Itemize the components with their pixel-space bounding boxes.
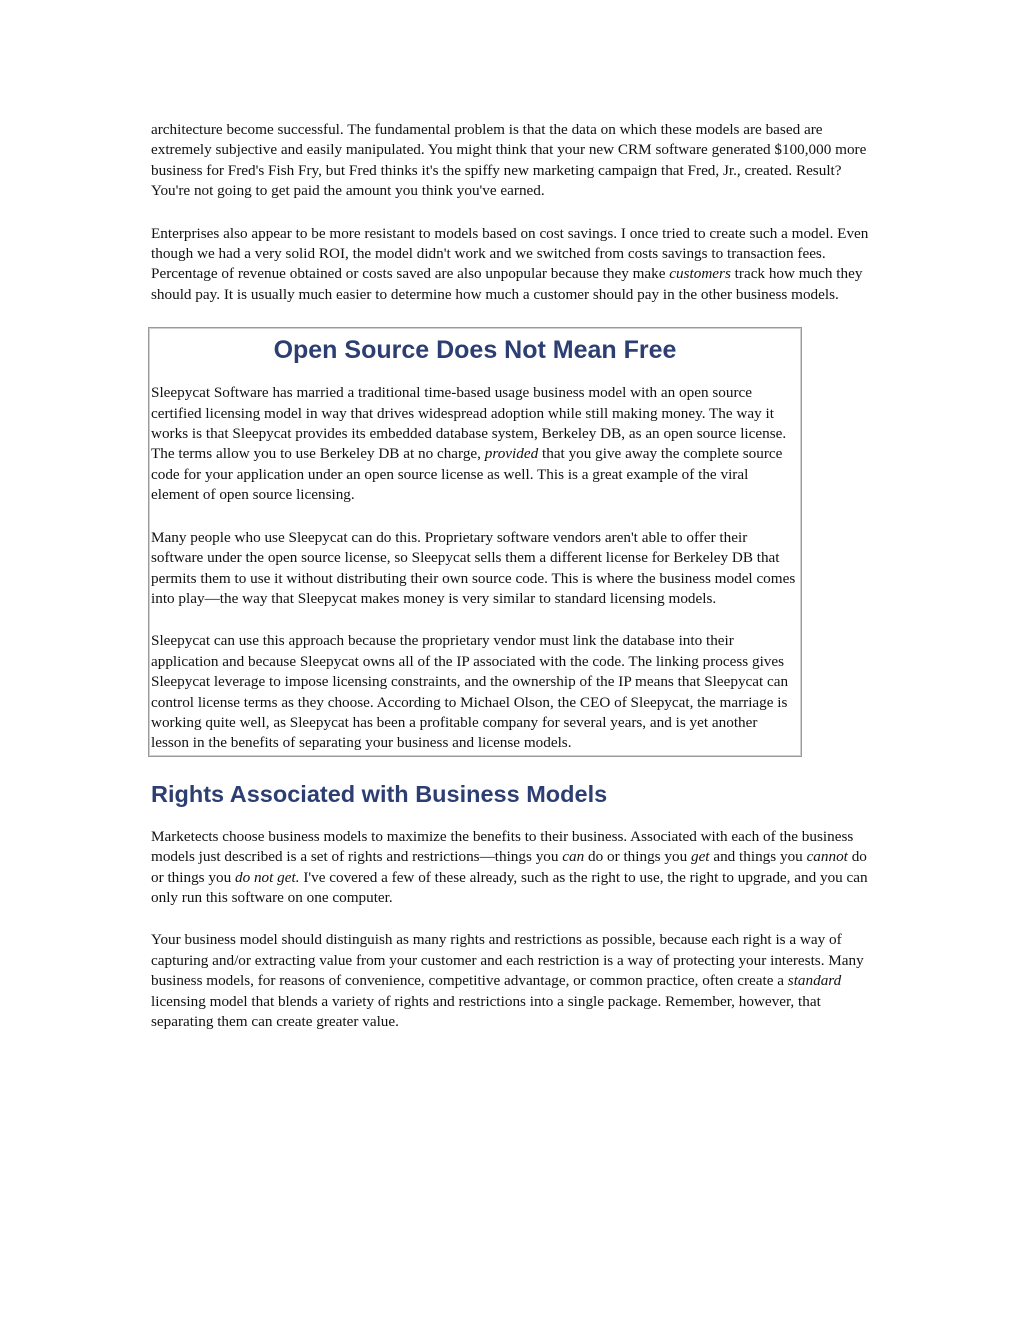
sidebar-paragraph-3: Sleepycat can use this approach because the proprietary vendor must link the database into their application and because Sleepycat owns all of the IP associated with the code. The linking process gives Sleepycat leverage to impose licensing constraints, and the ownership of the IP means that Sleepycat can control license terms as they choose. According to Michael Olson, the CEO of Sleepycat, the marriage is working quite well, as Sleepycat has been a profitable company for several years, and is yet another lesson in the benefits of separating your business and license models.: [151, 632, 789, 752]
section-paragraph-1-text-a: Marketects choose business models to maximize the benefits to their business. Associated with each of the business models just described is a set of rights and restrictions—things you: [151, 827, 854, 866]
intro-paragraph-2-text-b: track how much they should pay. It is usually much easier to determine how much a customer should pay in the other business models.: [151, 265, 863, 303]
section-paragraph-1-text-b: do or things you: [584, 848, 691, 866]
section-paragraph-1-text-c: and things you: [709, 848, 807, 866]
sidebar-paragraph-1-text-b: that you give away the complete source code for your application under an open source license as well. This is a great example of the viral element of open source licensing.: [151, 445, 783, 504]
sidebar-paragraph-1-text-a: Sleepycat Software has married a traditional time-based usage business model with an open source certified licensing model in way that drives widespread adoption while still making money. The way it works is that Sleepycat provides its embedded database system, Berkeley DB, as an open source license. The terms allow you to use Berkeley DB at no charge,: [151, 384, 787, 463]
section-paragraph-1-text-d: do or things you: [151, 848, 867, 886]
section-paragraph-1-text-e: I've covered a few of these already, such as the right to use, the right to upgrade, and you can only run this software on one computer.: [151, 868, 868, 906]
section-paragraph-1-emphasis-can: can: [562, 848, 585, 866]
sidebar-box: [148, 327, 802, 757]
section-paragraph-1-emphasis-cannot: cannot: [806, 848, 848, 866]
intro-paragraph-2-text-a: Enterprises also appear to be more resistant to models based on cost savings. I once tried to create such a model. Even though we had a very solid ROI, the model didn't work and we switched from costs savings to transaction fees. Percentage of revenue obtained or costs saved are also unpopular because they make: [151, 224, 869, 283]
section-paragraph-1-emphasis-get: get: [690, 848, 710, 866]
section-paragraph-1: [151, 827, 873, 909]
sidebar-paragraph-1-emphasis: provided: [484, 445, 539, 463]
document-page: [151, 120, 873, 1054]
section-paragraph-2-text-b: licensing model that blends a variety of rights and restrictions into a single package. Remember, however, that separating them can create greater value.: [151, 992, 821, 1030]
intro-paragraph-2: [151, 224, 873, 306]
section-paragraph-1-emphasis-do-not-get: do not get.: [234, 868, 300, 886]
section-heading: Rights Associated with Business Models: [151, 780, 608, 807]
intro-paragraph-2-emphasis: customers: [669, 265, 731, 283]
sidebar-title: Open Source Does Not Mean Free: [273, 336, 677, 365]
section-paragraph-2-emphasis: standard: [787, 972, 842, 990]
section-paragraph-2-text-a: Your business model should distinguish as many rights and restrictions as possible, because each right is a way of capturing and/or extracting value from your customer and each restriction is a way of protecting your interests. Many business models, for reasons of convenience, competitive advantage, or common practice, often create a: [151, 931, 864, 990]
section-paragraph-2: [151, 930, 873, 1032]
sidebar-paragraph-1: [151, 383, 799, 505]
sidebar-paragraph-2: Many people who use Sleepycat can do this. Proprietary software vendors aren't able to offer their software under the open source license, so Sleepycat sells them a different license for Berkeley DB that permits them to use it without distributing their own source code. This is where the business model comes into play—the way that Sleepycat makes money is very similar to standard licensing models.: [151, 528, 796, 607]
intro-paragraph-1: [151, 120, 873, 202]
intro-paragraph-1-text: architecture become successful. The fundamental problem is that the data on which these models are based are extremely subjective and easily manipulated. You might think that your new CRM software generated $100,000 more business for Fred's Fish Fry, but Fred thinks it's the spiffy new marketing campaign that Fred, Jr., created. Result? You're not going to get paid the amount you think you've earned.: [151, 121, 867, 200]
